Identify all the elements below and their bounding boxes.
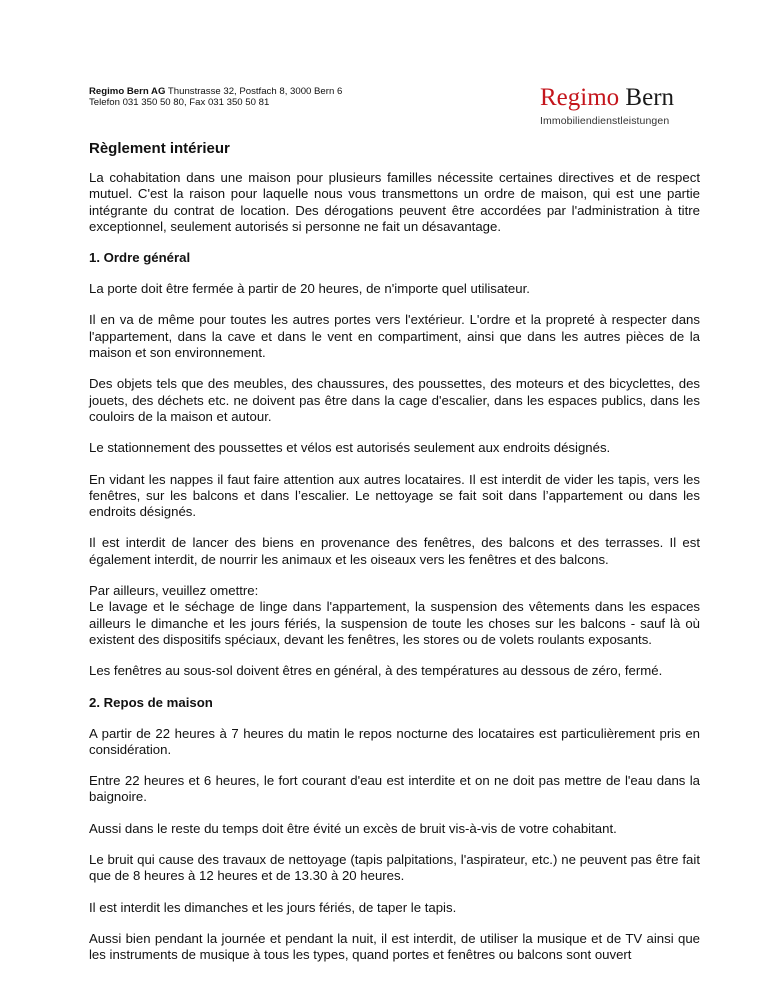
company-address: Thunstrasse 32, Postfach 8, 3000 Bern 6 <box>167 86 343 97</box>
company-phone-fax: Telefon 031 350 50 80, Fax 031 350 50 81 <box>89 97 270 108</box>
logo-word-bern: Bern <box>625 84 675 111</box>
section-1-paragraph: Il en va de même pour toutes les autres portes vers l'extérieur. L'ordre et la propreté à respecter dans l'appartement, dans la cave et dans le vent en compartiment, ainsi que dans les autres pièces de la maison et son environnement. <box>89 312 700 361</box>
section-1-paragraph: Des objets tels que des meubles, des chaussures, des poussettes, des moteurs et des bicyclettes, des jouets, des déchets etc. ne doivent pas être dans la cage d'escalier, dans les espaces publics, dans les couloirs de la maison et autour. <box>89 376 700 424</box>
document-body <box>89 140 700 979</box>
section-1-paragraph <box>89 583 700 648</box>
section-1-paragraph: Les fenêtres au sous-sol doivent êtres en général, à des températures au dessous de zéro, fermé. <box>89 663 663 679</box>
section-1-heading: 1. Ordre général <box>89 250 191 266</box>
logo-wordmark <box>540 84 674 112</box>
section-2-paragraph: A partir de 22 heures à 7 heures du matin le repos nocturne des locataires est particulièrement pris en considération. <box>89 725 700 757</box>
section-2-heading: 2. Repos de maison <box>89 694 213 710</box>
section-2-paragraph: Entre 22 heures et 6 heures, le fort courant d'eau est interdite et on ne doit pas mettre de l'eau dans la baignoire. <box>89 773 700 805</box>
section-1-paragraph: En vidant les nappes il faut faire attention aux autres locataires. Il est interdit de vider les tapis, vers les fenêtres, sur les balcons et dans l’escalier. Le nettoyage se fait soit dans l’appartement ou dans les endroits désignés. <box>89 471 700 520</box>
section-2-paragraph: Il est interdit les dimanches et les jours fériés, de taper le tapis. <box>89 899 457 915</box>
section-2-paragraph: Le bruit qui cause des travaux de nettoyage (tapis palpitations, l'aspirateur, etc.) ne peuvent pas être fait que de 8 heures à 12 heures et de 13.30 à 20 heures. <box>89 852 700 884</box>
section-2-paragraph: Aussi dans le reste du temps doit être évité un excès de bruit vis-à-vis de votre cohabitant. <box>89 820 617 836</box>
sender-line-1 <box>89 86 342 97</box>
sender-address-block <box>89 86 342 108</box>
intro-paragraph: La cohabitation dans une maison pour plusieurs familles nécessite certaines directives et de respect mutuel. C'est la raison pour laquelle nous vous transmettons un ordre de maison, qui est une partie intégrante du contrat de location. Des dérogations peuvent être accordées par l'administration à titre exceptionnel, seulement autorisés si personne ne fait un désavantage. <box>89 170 700 234</box>
company-logo <box>540 84 674 127</box>
section-1-paragraph: Le stationnement des poussettes et vélos est autorisés seulement aux endroits désignés. <box>89 440 611 456</box>
logo-tagline: Immobiliendienstleistungen <box>540 115 670 127</box>
logo-word-regimo: Regimo <box>540 84 620 111</box>
omit-intro-line: Par ailleurs, veuillez omettre: <box>89 583 259 599</box>
section-1-paragraph: Il est interdit de lancer des biens en provenance des fenêtres, des balcons et des terrasses. Il est également interdit, de nourrir les animaux et les oiseaux vers les fenêtres et des balcons. <box>89 535 700 567</box>
document-title: Règlement intérieur <box>89 140 230 157</box>
company-name: Regimo Bern AG <box>89 86 166 97</box>
section-1-paragraph: La porte doit être fermée à partir de 20 heures, de n'importe quel utilisateur. <box>89 281 530 297</box>
section-2-paragraph: Aussi bien pendant la journée et pendant la nuit, il est interdit, de utiliser la musique et de TV ainsi que les instruments de musique à tous les types, quand portes et fenêtres ou balcons sont ouvert <box>89 930 700 963</box>
omit-list-text: Le lavage et le séchage de linge dans l'appartement, la suspension des vêtements dans les espaces ailleurs le dimanche et les jours fériés, la suspension de toute les choses sur les balcons - sauf là où existent des dispositifs spéciaux, devant les fenêtres, les stores ou de volets roulants exposants. <box>89 599 700 647</box>
